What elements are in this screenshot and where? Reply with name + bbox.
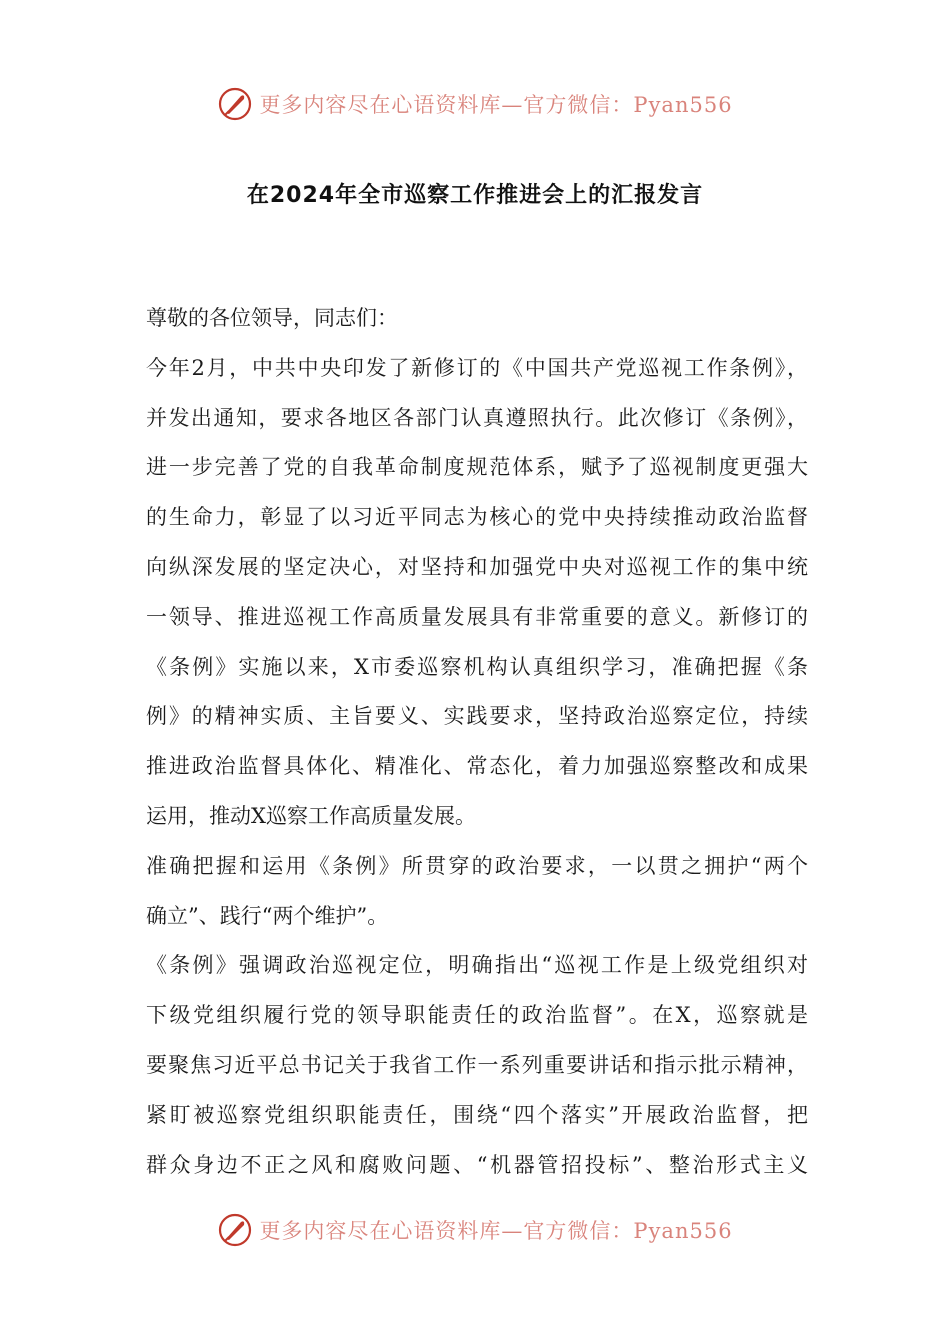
- text-line: 确立”、践行“两个维护”。: [146, 903, 389, 928]
- text-line: 运用，推动X巡察工作高质量发展。: [146, 803, 476, 828]
- watermark-banner-top: [0, 84, 950, 124]
- text-line: 向纵深发展的坚定决心，对坚持和加强党中央对巡视工作的集中统: [146, 554, 808, 579]
- watermark-banner-bottom: [0, 1210, 950, 1250]
- text-line: 《条例》实施以来，X市委巡察机构认真组织学习，准确把握《条: [146, 654, 808, 679]
- text-line: 的生命力，彰显了以习近平同志为核心的党中央持续推动政治监督: [146, 505, 808, 530]
- text-line: 群众身边不正之风和腐败问题、“机器管招投标”、整治形式主义: [146, 1152, 808, 1177]
- text-line: 一领导、推进巡视工作高质量发展具有非常重要的意义。新修订的: [146, 604, 808, 629]
- text-line: 尊敬的各位领导，同志们：: [146, 306, 398, 330]
- document-body: [146, 300, 808, 1196]
- text-line: 紧盯被巡察党组织职能责任，围绕“四个落实”开展政治监督，把: [146, 1102, 808, 1127]
- text-line: 《条例》强调政治巡视定位，明确指出“巡视工作是上级党组织对: [146, 953, 808, 978]
- text-line: 推进政治监督具体化、精准化、常态化，着力加强巡察整改和成果: [146, 754, 808, 779]
- text-line: 今年2月，中共中央印发了新修订的《中国共产党巡视工作条例》，: [146, 355, 808, 380]
- text-line: 准确把握和运用《条例》所贯穿的政治要求，一以贯之拥护“两个: [146, 853, 808, 878]
- document-title: 在2024年全市巡察工作推进会上的汇报发言: [246, 183, 704, 208]
- text-line: 要聚焦习近平总书记关于我省工作一系列重要讲话和指示批示精神，: [146, 1052, 808, 1077]
- quill-pen-icon: [217, 1212, 253, 1248]
- text-line: 并发出通知，要求各地区各部门认真遵照执行。此次修订《条例》，: [146, 405, 808, 430]
- text-line: 下级党组织履行党的领导职能责任的政治监督”。在X，巡察就是: [146, 1003, 808, 1028]
- text-line: 进一步完善了党的自我革命制度规范体系，赋予了巡视制度更强大: [146, 455, 808, 480]
- text-line: 例》的精神实质、主旨要义、实践要求，坚持政治巡察定位，持续: [146, 704, 808, 729]
- watermark-text: 更多内容尽在心语资料库—官方微信：Pyan556: [259, 93, 733, 117]
- quill-pen-icon: [217, 86, 253, 122]
- watermark-text: 更多内容尽在心语资料库—官方微信：Pyan556: [259, 1219, 733, 1243]
